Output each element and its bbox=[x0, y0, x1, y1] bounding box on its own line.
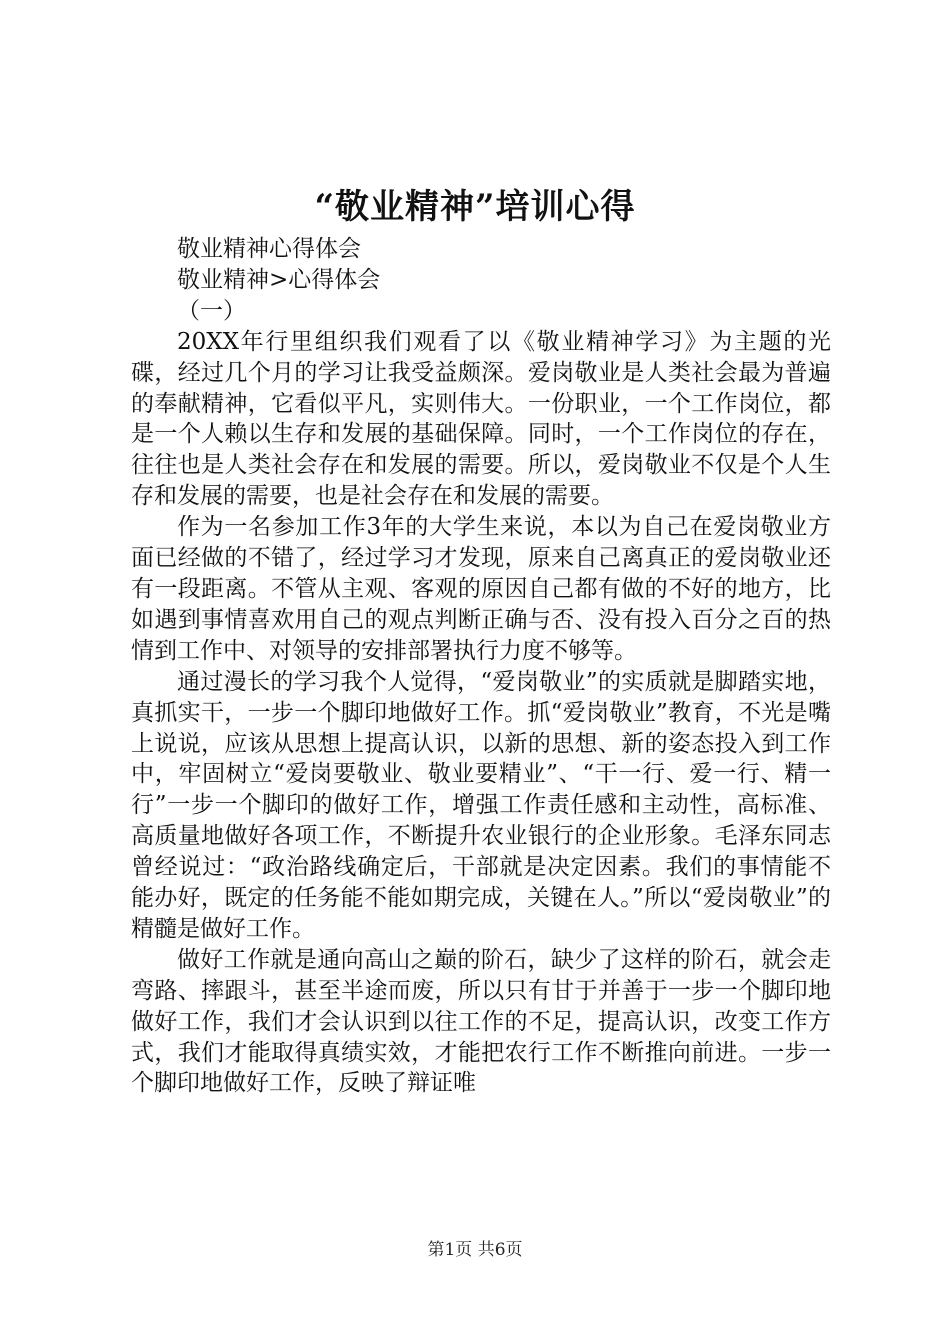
subtitle-line: 敬业精神>心得体会 bbox=[177, 266, 381, 293]
body-paragraph: 作为一名参加工作3年的大学生来说，本以为自己在爱岗敬业方面已经做的不错了，经过学习才发现，原来自己离真正的爱岗敬业还有一段距离。不管从主观、客观的原因自己都有做的不好的地方，比如遇到事情喜欢用自己的观点判断正确与否、没有投入百分之百的热情到工作中、对领导的安排部署执行力度不够等。 bbox=[131, 514, 831, 664]
section-marker: （一） bbox=[177, 297, 246, 324]
body-paragraph: 做好工作就是通向高山之巅的阶石，缺少了这样的阶石，就会走弯路、摔跟斗，甚至半途而废，所以只有甘于并善于一步一个脚印地做好工作，我们才会认识到以往工作的不足，提高认识，改变工作方式，我们才能取得真绩实效，才能把农行工作不断推向前进。一步一个脚印地做好工作，反映了辩证唯 bbox=[131, 946, 831, 1097]
body-paragraph: 通过漫长的学习我个人觉得，“爱岗敬业”的实质就是脚踏实地，真抓实干，一步一个脚印地做好工作。抓“爱岗敬业”教育，不光是嘴上说说，应该从思想上提高认识，以新的思想、新的姿态投入到工作中，牢固树立“爱岗要敬业、敬业要精业”、“干一行、爱一行、精一行”一步一个脚印的做好工作，增强工作责任感和主动性，高标准、高质量地做好各项工作，不断提升农业银行的企业形象。毛泽东同志曾经说过：“政治路线确定后，干部就是决定因素。我们的事情能不能办好，既定的任务能不能如期完成，关键在人。”所以“爱岗敬业”的精髓是做好工作。 bbox=[131, 668, 831, 942]
subtitle-line: 敬业精神心得体会 bbox=[177, 236, 361, 262]
document-title: “敬业精神”培训心得 bbox=[314, 187, 636, 227]
document-body bbox=[131, 234, 831, 1099]
body-paragraph: 20XX年行里组织我们观看了以《敬业精神学习》为主题的光碟，经过几个月的学习让我受益颇深。爱岗敬业是人类社会最为普遍的奉献精神，它看似平凡，实则伟大。一份职业，一个工作岗位，都是一个人赖以生存和发展的基础保障。同时，一个工作岗位的存在，往往也是人类社会存在和发展的需要。所以，爱岗敬业不仅是个人生存和发展的需要，也是社会存在和发展的需要。 bbox=[131, 328, 831, 510]
page-number-indicator: 第1页 共6页 bbox=[427, 1240, 523, 1260]
